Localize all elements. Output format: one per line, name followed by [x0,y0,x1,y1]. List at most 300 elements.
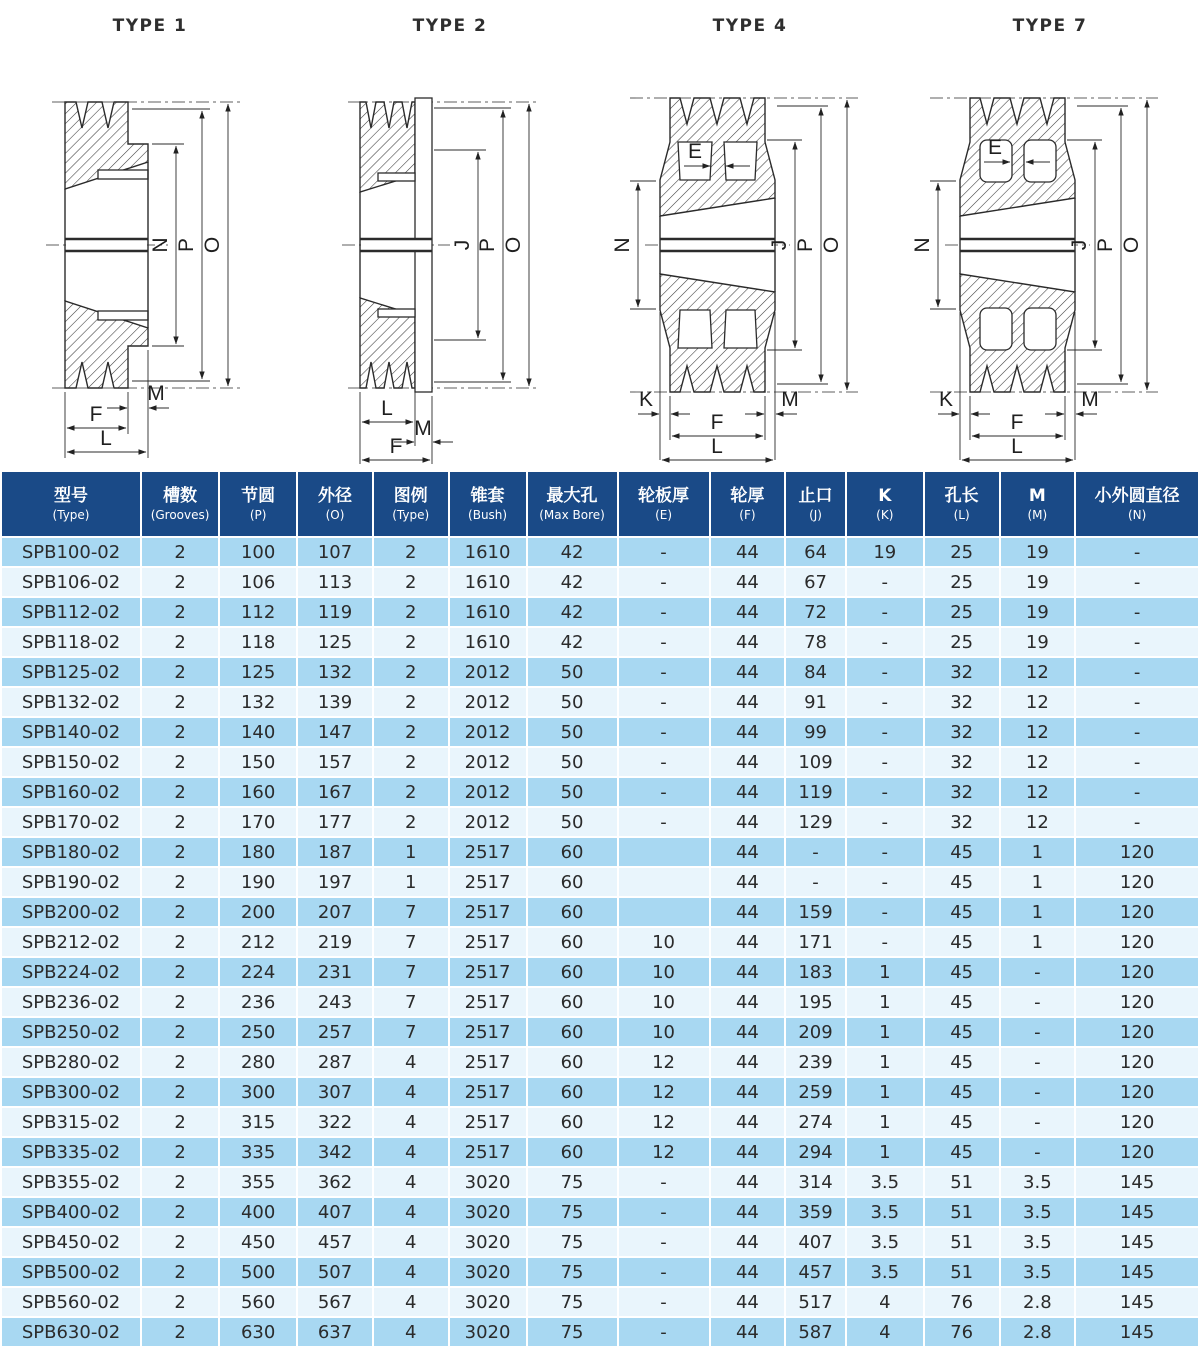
value-cell: 75 [528,1288,617,1316]
value-cell: 44 [711,748,785,776]
value-cell: 2 [142,868,218,896]
value-cell: - [619,808,709,836]
value-cell: 314 [786,1168,844,1196]
value-cell: 2 [142,1288,218,1316]
value-cell: 12 [619,1078,709,1106]
value-cell: 45 [925,1108,999,1136]
value-cell: 32 [925,748,999,776]
value-cell: - [847,598,923,626]
value-cell: 113 [298,568,372,596]
value-cell: 3020 [450,1318,526,1346]
value-cell: 195 [786,988,844,1016]
value-cell: 3020 [450,1168,526,1196]
value-cell: 407 [786,1228,844,1256]
value-cell: 150 [220,748,296,776]
value-cell: 159 [786,898,844,926]
value-cell: 1 [847,1048,923,1076]
value-cell [619,868,709,896]
value-cell: 44 [711,1168,785,1196]
value-cell: - [1001,958,1075,986]
value-cell: 3.5 [847,1258,923,1286]
value-cell: 2 [142,778,218,806]
model-cell: SPB224-02 [2,958,140,986]
value-cell: 25 [925,568,999,596]
value-cell: 187 [298,838,372,866]
model-cell: SPB630-02 [2,1318,140,1346]
value-cell: 2 [142,1138,218,1166]
dim-label: P [476,237,499,253]
value-cell: 45 [925,868,999,896]
value-cell: 32 [925,778,999,806]
value-cell: 3020 [450,1288,526,1316]
value-cell: 2012 [450,778,526,806]
value-cell: 2012 [450,688,526,716]
value-cell: 2 [374,808,448,836]
table-row [2,1078,1198,1106]
value-cell: 4 [374,1138,448,1166]
value-cell: 294 [786,1138,844,1166]
column-header-en: (L) [953,508,970,523]
table-row [2,988,1198,1016]
value-cell: 2 [142,628,218,656]
value-cell: 2 [142,718,218,746]
value-cell: 44 [711,1078,785,1106]
value-cell: 32 [925,688,999,716]
table-row [2,1288,1198,1316]
value-cell: - [847,628,923,656]
value-cell: 2 [142,1228,218,1256]
value-cell: 315 [220,1108,296,1136]
value-cell: 3020 [450,1198,526,1226]
value-cell: 50 [528,688,617,716]
value-cell: 19 [1001,568,1075,596]
value-cell: 60 [528,1048,617,1076]
column-header [786,472,844,536]
value-cell: 45 [925,1018,999,1046]
value-cell: 45 [925,1138,999,1166]
header-row [2,472,1198,536]
table-row [2,838,1198,866]
column-header [220,472,296,536]
model-cell: SPB170-02 [2,808,140,836]
table-row [2,928,1198,956]
value-cell: 44 [711,1108,785,1136]
value-cell: 32 [925,718,999,746]
value-cell: 3.5 [847,1168,923,1196]
table-row [2,1168,1198,1196]
value-cell: 4 [374,1108,448,1136]
value-cell: - [619,1288,709,1316]
value-cell: 145 [1076,1318,1198,1346]
value-cell: 120 [1076,1138,1198,1166]
value-cell: 407 [298,1198,372,1226]
value-cell: 12 [1001,778,1075,806]
value-cell: 25 [925,628,999,656]
model-cell: SPB160-02 [2,778,140,806]
value-cell: 287 [298,1048,372,1076]
value-cell: 177 [298,808,372,836]
table-row [2,718,1198,746]
dim-label: J [768,239,791,251]
value-cell: 160 [220,778,296,806]
dim-label: O [502,236,525,254]
value-cell: 60 [528,1078,617,1106]
dim-label: M [147,382,165,405]
dim-label: M [781,388,799,411]
value-cell: 2 [374,598,448,626]
value-cell: 44 [711,838,785,866]
value-cell: - [847,898,923,926]
value-cell: 12 [1001,718,1075,746]
value-cell: 10 [619,1018,709,1046]
value-cell: 183 [786,958,844,986]
dim-label: M [1081,388,1099,411]
diagram-type7 [900,0,1200,470]
value-cell: - [619,1318,709,1346]
value-cell: 197 [298,868,372,896]
column-header-en: (Bush) [468,508,508,523]
value-cell: 42 [528,598,617,626]
value-cell: 2 [142,538,218,566]
value-cell: - [619,658,709,686]
value-cell: 12 [1001,748,1075,776]
column-header-en: (K) [876,508,894,523]
dim-label: N [611,237,634,253]
value-cell: 44 [711,1138,785,1166]
value-cell: 342 [298,1138,372,1166]
dim-label: F [1010,411,1024,434]
value-cell: - [1076,748,1198,776]
value-cell: 560 [220,1288,296,1316]
value-cell: 64 [786,538,844,566]
value-cell: 2517 [450,1018,526,1046]
value-cell: - [1076,808,1198,836]
value-cell: - [619,568,709,596]
value-cell: 1 [847,1018,923,1046]
value-cell: 2 [142,928,218,956]
dim-label: J [1068,239,1091,251]
model-cell: SPB190-02 [2,868,140,896]
value-cell: 12 [619,1108,709,1136]
table-row [2,688,1198,716]
value-cell: - [619,628,709,656]
column-header-zh: 轮板厚 [638,486,690,507]
value-cell: 44 [711,1228,785,1256]
column-header-en: (N) [1127,508,1147,523]
table-row [2,1138,1198,1166]
model-cell: SPB112-02 [2,598,140,626]
value-cell: 145 [1076,1168,1198,1196]
value-cell: 2 [142,838,218,866]
value-cell: 2 [142,808,218,836]
value-cell: 4 [847,1288,923,1316]
value-cell: - [847,808,923,836]
value-cell: 1 [374,838,448,866]
value-cell: 3.5 [847,1198,923,1226]
value-cell: 2012 [450,748,526,776]
column-header-zh: 轮厚 [730,486,765,507]
value-cell: 44 [711,628,785,656]
value-cell: 637 [298,1318,372,1346]
value-cell: - [1001,1078,1075,1106]
value-cell: - [1076,688,1198,716]
value-cell: - [1001,1018,1075,1046]
value-cell: 51 [925,1198,999,1226]
dim-label: O [201,236,224,254]
value-cell: 120 [1076,868,1198,896]
value-cell: 67 [786,568,844,596]
value-cell: 457 [298,1228,372,1256]
column-header [450,472,526,536]
value-cell: 75 [528,1258,617,1286]
value-cell: 72 [786,598,844,626]
value-cell: 10 [619,988,709,1016]
value-cell: 12 [1001,658,1075,686]
column-header [925,472,999,536]
value-cell: 120 [1076,988,1198,1016]
column-header [528,472,617,536]
value-cell: 2517 [450,988,526,1016]
value-cell: - [619,688,709,716]
value-cell: 2.8 [1001,1288,1075,1316]
diagram-type4 [600,0,900,470]
value-cell: 3.5 [1001,1258,1075,1286]
value-cell: 1 [1001,868,1075,896]
pulley-drawing-type4 [600,40,900,470]
model-cell: SPB132-02 [2,688,140,716]
value-cell: 2 [142,898,218,926]
table-row [2,538,1198,566]
value-cell: - [847,778,923,806]
model-cell: SPB212-02 [2,928,140,956]
column-header [1001,472,1075,536]
column-header [142,472,218,536]
value-cell: 1 [374,868,448,896]
table-row [2,1108,1198,1136]
value-cell: - [847,568,923,596]
value-cell: 44 [711,1198,785,1226]
value-cell: 42 [528,568,617,596]
column-header-zh: K [878,486,892,507]
value-cell: - [847,928,923,956]
value-cell: 76 [925,1288,999,1316]
value-cell: 147 [298,718,372,746]
model-cell: SPB280-02 [2,1048,140,1076]
column-header [298,472,372,536]
value-cell: 45 [925,838,999,866]
value-cell: - [619,1258,709,1286]
value-cell: 335 [220,1138,296,1166]
value-cell: - [1076,628,1198,656]
value-cell: 109 [786,748,844,776]
value-cell: - [847,688,923,716]
value-cell: 50 [528,658,617,686]
value-cell: - [1001,1108,1075,1136]
value-cell: 7 [374,988,448,1016]
table-row [2,598,1198,626]
value-cell: 7 [374,1018,448,1046]
value-cell: 12 [619,1138,709,1166]
diagram-title: TYPE 2 [412,16,488,36]
value-cell: 120 [1076,958,1198,986]
dim-label: L [381,397,393,420]
value-cell: 129 [786,808,844,836]
value-cell: 4 [374,1198,448,1226]
value-cell: 3.5 [1001,1168,1075,1196]
value-cell: 2 [142,958,218,986]
value-cell: 60 [528,928,617,956]
value-cell: 60 [528,958,617,986]
value-cell: 32 [925,808,999,836]
value-cell: 359 [786,1198,844,1226]
value-cell: 4 [374,1228,448,1256]
table-row [2,1198,1198,1226]
value-cell: 2517 [450,1048,526,1076]
value-cell [619,898,709,926]
value-cell: 44 [711,1288,785,1316]
value-cell: 50 [528,808,617,836]
value-cell: 50 [528,718,617,746]
value-cell: 60 [528,988,617,1016]
value-cell: 51 [925,1258,999,1286]
model-cell: SPB236-02 [2,988,140,1016]
value-cell: 2 [374,718,448,746]
column-header-en: (E) [655,508,673,523]
value-cell: 45 [925,958,999,986]
value-cell: 120 [1076,1108,1198,1136]
value-cell: 44 [711,688,785,716]
value-cell: - [619,778,709,806]
value-cell: 119 [786,778,844,806]
value-cell: 44 [711,718,785,746]
value-cell: 2 [142,1168,218,1196]
column-header [711,472,785,536]
value-cell: 190 [220,868,296,896]
value-cell: 2 [374,688,448,716]
value-cell: 2 [374,778,448,806]
model-cell: SPB106-02 [2,568,140,596]
value-cell: 44 [711,778,785,806]
value-cell: 51 [925,1168,999,1196]
value-cell: - [619,1198,709,1226]
value-cell: 44 [711,658,785,686]
value-cell: 60 [528,838,617,866]
column-header [619,472,709,536]
model-cell: SPB500-02 [2,1258,140,1286]
value-cell: 2 [374,748,448,776]
value-cell: 140 [220,718,296,746]
value-cell: 25 [925,598,999,626]
value-cell: 250 [220,1018,296,1046]
value-cell: 75 [528,1228,617,1256]
model-cell: SPB560-02 [2,1288,140,1316]
value-cell: 170 [220,808,296,836]
dim-label: F [710,411,724,434]
value-cell: 120 [1076,838,1198,866]
column-header [1076,472,1198,536]
value-cell: - [1001,988,1075,1016]
value-cell [619,838,709,866]
table-row [2,808,1198,836]
value-cell: 274 [786,1108,844,1136]
value-cell: 2 [374,568,448,596]
value-cell: 7 [374,898,448,926]
value-cell: 60 [528,868,617,896]
value-cell: - [619,748,709,776]
value-cell: 118 [220,628,296,656]
value-cell: 132 [298,658,372,686]
table-row [2,1258,1198,1286]
dim-label: P [1094,237,1117,253]
value-cell: 7 [374,928,448,956]
value-cell: 1 [847,988,923,1016]
value-cell: 132 [220,688,296,716]
table-row [2,958,1198,986]
value-cell: 60 [528,1018,617,1046]
value-cell: 120 [1076,1048,1198,1076]
value-cell: 3020 [450,1258,526,1286]
table-row [2,868,1198,896]
value-cell: 1 [1001,928,1075,956]
dim-label: K [638,388,654,411]
value-cell: 2012 [450,658,526,686]
spec-table-body [2,538,1198,1346]
pulley-drawing-type1 [10,40,290,470]
value-cell: 2 [142,568,218,596]
model-cell: SPB118-02 [2,628,140,656]
model-cell: SPB140-02 [2,718,140,746]
value-cell: 44 [711,988,785,1016]
value-cell: 1 [847,1078,923,1106]
value-cell: 25 [925,538,999,566]
value-cell: 157 [298,748,372,776]
value-cell: - [786,838,844,866]
value-cell: 2.8 [1001,1318,1075,1346]
column-header-zh: M [1028,486,1046,507]
value-cell: 10 [619,958,709,986]
value-cell: 44 [711,958,785,986]
value-cell: 1610 [450,628,526,656]
column-header-zh: 小外圆直径 [1094,486,1180,507]
column-header [374,472,448,536]
value-cell: 75 [528,1168,617,1196]
value-cell: 145 [1076,1288,1198,1316]
value-cell: - [1076,718,1198,746]
value-cell: 4 [374,1258,448,1286]
column-header-en: (P) [249,508,267,523]
model-cell: SPB200-02 [2,898,140,926]
value-cell: 2 [142,988,218,1016]
value-cell: - [619,1228,709,1256]
model-cell: SPB315-02 [2,1108,140,1136]
column-header-en: (F) [739,508,756,523]
value-cell: - [619,1168,709,1196]
dim-label: F [389,435,403,458]
value-cell: 7 [374,958,448,986]
value-cell: 44 [711,808,785,836]
value-cell: 76 [925,1318,999,1346]
diagram-type2 [300,0,600,470]
value-cell: 1610 [450,568,526,596]
value-cell: 145 [1076,1198,1198,1226]
value-cell: 45 [925,928,999,956]
spec-table-head [2,472,1198,536]
value-cell: 119 [298,598,372,626]
value-cell: 257 [298,1018,372,1046]
table-row [2,1228,1198,1256]
column-header-en: (Type) [52,508,90,523]
value-cell: 2 [374,628,448,656]
